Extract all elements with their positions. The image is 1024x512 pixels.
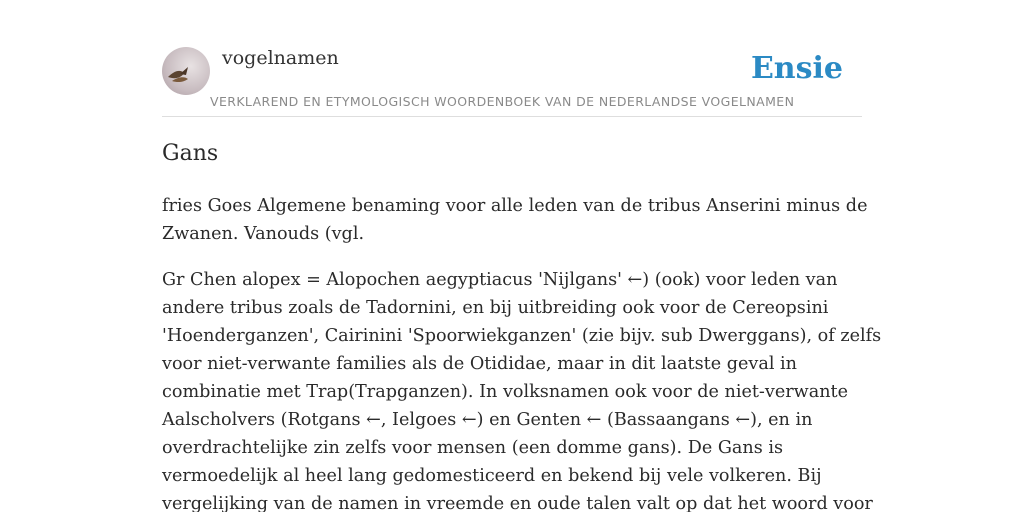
text-line: Zwanen. Vanouds (vgl. bbox=[162, 224, 365, 244]
site-subtitle: VERKLAREND EN ETYMOLOGISCH WOORDENBOEK VAN DE NEDERLANDSE VOGELNAMEN bbox=[210, 94, 795, 109]
article-body bbox=[162, 192, 882, 512]
text-line: Aalscholvers (Rotgans ←, Ielgoes ←) en Genten ← (Bassaangans ←), en in bbox=[162, 410, 813, 430]
text-line: combinatie met Trap(Trapganzen). In volksnamen ook voor de niet-verwante bbox=[162, 382, 849, 402]
text-line: fries Goes Algemene benaming voor alle leden van de tribus Anserini minus de bbox=[162, 196, 868, 216]
site-name[interactable]: vogelnamen bbox=[222, 47, 339, 69]
text-line: voor niet-verwante families als de Otididae, maar in dit laatste geval in bbox=[162, 354, 798, 374]
paragraph bbox=[162, 192, 868, 248]
text-line: overdrachtelijke zin zelfs voor mensen (een domme gans). De Gans is bbox=[162, 438, 783, 458]
text-line: vergelijking van de namen in vreemde en oude talen valt op dat het woord voor bbox=[162, 494, 873, 512]
brand-logo[interactable]: Ensie bbox=[750, 51, 843, 86]
paragraph bbox=[162, 266, 882, 512]
text-line: vermoedelijk al heel lang gedomesticeerd en bekend bij vele volkeren. Bij bbox=[162, 466, 822, 486]
bird-photo-icon[interactable] bbox=[162, 47, 210, 95]
site-header bbox=[162, 40, 862, 117]
text-line: 'Hoenderganzen', Cairinini 'Spoorwiekganzen' (zie bijv. sub Dwerggans), of zelfs bbox=[162, 326, 882, 346]
page-title: Gans bbox=[162, 141, 219, 166]
text-line: Gr Chen alopex = Alopochen aegyptiacus 'Nijlgans' ←) (ook) voor leden van bbox=[162, 270, 838, 290]
text-line: andere tribus zoals de Tadornini, en bij uitbreiding ook voor de Cereopsini bbox=[162, 298, 829, 318]
